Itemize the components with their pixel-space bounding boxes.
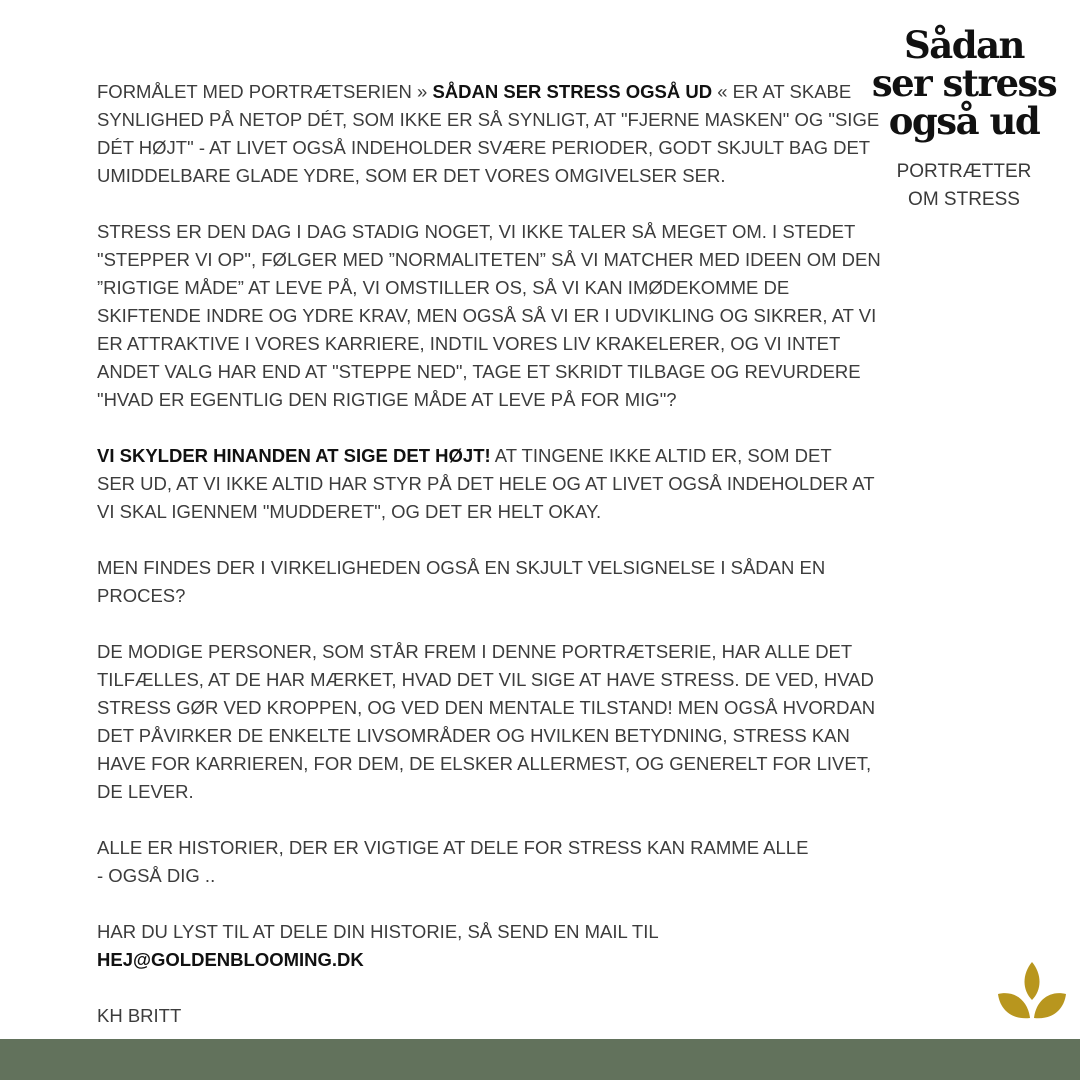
text-segment: STRESS ER DEN DAG I DAG STADIG NOGET, VI IKKE TALER SÅ MEGET OM. I STEDET xyxy=(97,221,856,242)
text-line xyxy=(97,442,877,470)
paragraph xyxy=(97,834,877,890)
paragraph xyxy=(97,78,880,190)
right-leaf xyxy=(1034,993,1066,1018)
text-segment: ALLE ER HISTORIER, DER ER VIGTIGE AT DELE FOR STRESS KAN RAMME ALLE xyxy=(97,837,809,858)
brand-block xyxy=(868,23,1060,214)
text-segment: SER UD, AT VI IKKE ALTID HAR STYR PÅ DET HELE OG AT LIVET OGSÅ INDEHOLDER AT xyxy=(97,473,875,494)
bold-text-segment: HEJ@GOLDENBLOOMING.DK xyxy=(97,949,364,970)
text-line xyxy=(97,946,877,974)
text-segment: DE LEVER. xyxy=(97,781,194,802)
text-line xyxy=(97,106,880,134)
text-segment: HAVE FOR KARRIEREN, FOR DEM, DE ELSKER ALLERMEST, OG GENERELT FOR LIVET, xyxy=(97,753,872,774)
text-segment: ANDET VALG HAR END AT "STEPPE NED", TAGE ET SKRIDT TILBAGE OG REVURDERE xyxy=(97,361,861,382)
text-segment: ”RIGTIGE MÅDE” AT LEVE PÅ, VI OMSTILLER OS, SÅ VI KAN IMØDEKOMME DE xyxy=(97,277,790,298)
text-line xyxy=(97,666,877,694)
body-text xyxy=(97,78,881,1058)
text-segment: KH BRITT xyxy=(97,1005,182,1026)
brand-subtitle xyxy=(868,158,1060,214)
left-leaf xyxy=(998,993,1030,1018)
text-line xyxy=(97,918,877,946)
text-segment: "HVAD ER EGENTLIG DEN RIGTIGE MÅDE AT LEVE PÅ FOR MIG"? xyxy=(97,389,677,410)
text-segment: SYNLIGHED PÅ NETOP DÉT, SOM IKKE ER SÅ SYNLIGT, AT "FJERNE MASKEN" OG "SIGE xyxy=(97,109,880,130)
text-segment: HAR DU LYST TIL AT DELE DIN HISTORIE, SÅ SEND EN MAIL TIL xyxy=(97,921,659,942)
text-line xyxy=(97,358,877,386)
text-line xyxy=(97,862,877,890)
text-line xyxy=(97,582,877,610)
text-segment: « ER AT SKABE xyxy=(712,81,852,102)
brand-title-line: Sådan xyxy=(904,23,1024,67)
text-line xyxy=(97,834,877,862)
text-segment: DET PÅVIRKER DE ENKELTE LIVSOMRÅDER OG HVILKEN BETYDNING, STRESS KAN xyxy=(97,725,850,746)
paragraph xyxy=(97,554,877,610)
text-segment: DE MODIGE PERSONER, SOM STÅR FREM I DENNE PORTRÆTSERIE, HAR ALLE DET xyxy=(97,641,853,662)
text-line xyxy=(97,274,877,302)
bold-text-segment: VI SKYLDER HINANDEN AT SIGE DET HØJT! xyxy=(97,445,491,466)
text-line xyxy=(97,246,881,274)
text-segment: AT TINGENE IKKE ALTID ER, SOM DET xyxy=(490,445,832,466)
paragraph xyxy=(97,1002,877,1030)
text-segment: STRESS GØR VED KROPPEN, OG VED DEN MENTALE TILSTAND! MEN OGSÅ HVORDAN xyxy=(97,697,876,718)
text-line xyxy=(97,134,877,162)
brand-title-line: ser stress xyxy=(871,61,1057,105)
golden-leaves-icon xyxy=(996,960,1068,1024)
paragraph xyxy=(97,918,877,974)
text-line xyxy=(97,498,877,526)
paragraph xyxy=(97,638,877,806)
text-segment: SKIFTENDE INDRE OG YDRE KRAV, MEN OGSÅ SÅ VI ER I UDVIKLING OG SIKRER, AT VI xyxy=(97,305,877,326)
paragraph xyxy=(97,442,877,526)
text-line xyxy=(97,638,877,666)
text-segment: FORMÅLET MED PORTRÆTSERIEN » xyxy=(97,81,433,102)
text-segment: MEN FINDES DER I VIRKELIGHEDEN OGSÅ EN SKJULT VELSIGNELSE I SÅDAN EN xyxy=(97,557,826,578)
text-line xyxy=(97,162,877,190)
text-segment: TILFÆLLES, AT DE HAR MÆRKET, HVAD DET VIL SIGE AT HAVE STRESS. DE VED, HVAD xyxy=(97,669,874,690)
brand-title-line: også ud xyxy=(888,99,1040,143)
text-line xyxy=(97,554,877,582)
text-line xyxy=(97,218,877,246)
text-segment: "STEPPER VI OP", FØLGER MED ”NORMALITETEN” SÅ VI MATCHER MED IDEEN OM DEN xyxy=(97,249,881,270)
text-line xyxy=(97,1002,877,1030)
text-line xyxy=(97,386,877,414)
text-segment: PROCES? xyxy=(97,585,186,606)
text-segment: UMIDDELBARE GLADE YDRE, SOM ER DET VORES OMGIVELSER SER. xyxy=(97,165,726,186)
text-segment: ER ATTRAKTIVE I VORES KARRIERE, INDTIL VORES LIV KRAKELERER, OG VI INTET xyxy=(97,333,841,354)
text-line xyxy=(97,778,877,806)
text-segment: - OGSÅ DIG .. xyxy=(97,865,216,886)
text-line xyxy=(97,78,877,106)
paragraph xyxy=(97,218,881,414)
text-line xyxy=(97,330,877,358)
brand-subtitle-line: OM STRESS xyxy=(908,189,1020,210)
text-line xyxy=(97,750,877,778)
golden-leaves-icon-svg xyxy=(996,960,1068,1024)
brand-title xyxy=(868,23,1060,143)
bold-text-segment: SÅDAN SER STRESS OGSÅ UD xyxy=(432,81,713,102)
brand-subtitle-line: PORTRÆTTER xyxy=(896,161,1032,182)
text-line xyxy=(97,470,877,498)
text-line xyxy=(97,722,877,750)
text-line xyxy=(97,694,877,722)
center-leaf xyxy=(1025,962,1040,1000)
text-segment: DÉT HØJT" - AT LIVET OGSÅ INDEHOLDER SVÆRE PERIODER, GODT SKJULT BAG DET xyxy=(97,137,871,158)
footer-bar xyxy=(0,1039,1080,1080)
text-segment: VI SKAL IGENNEM "MUDDERET", OG DET ER HELT OKAY. xyxy=(97,501,602,522)
text-line xyxy=(97,302,877,330)
